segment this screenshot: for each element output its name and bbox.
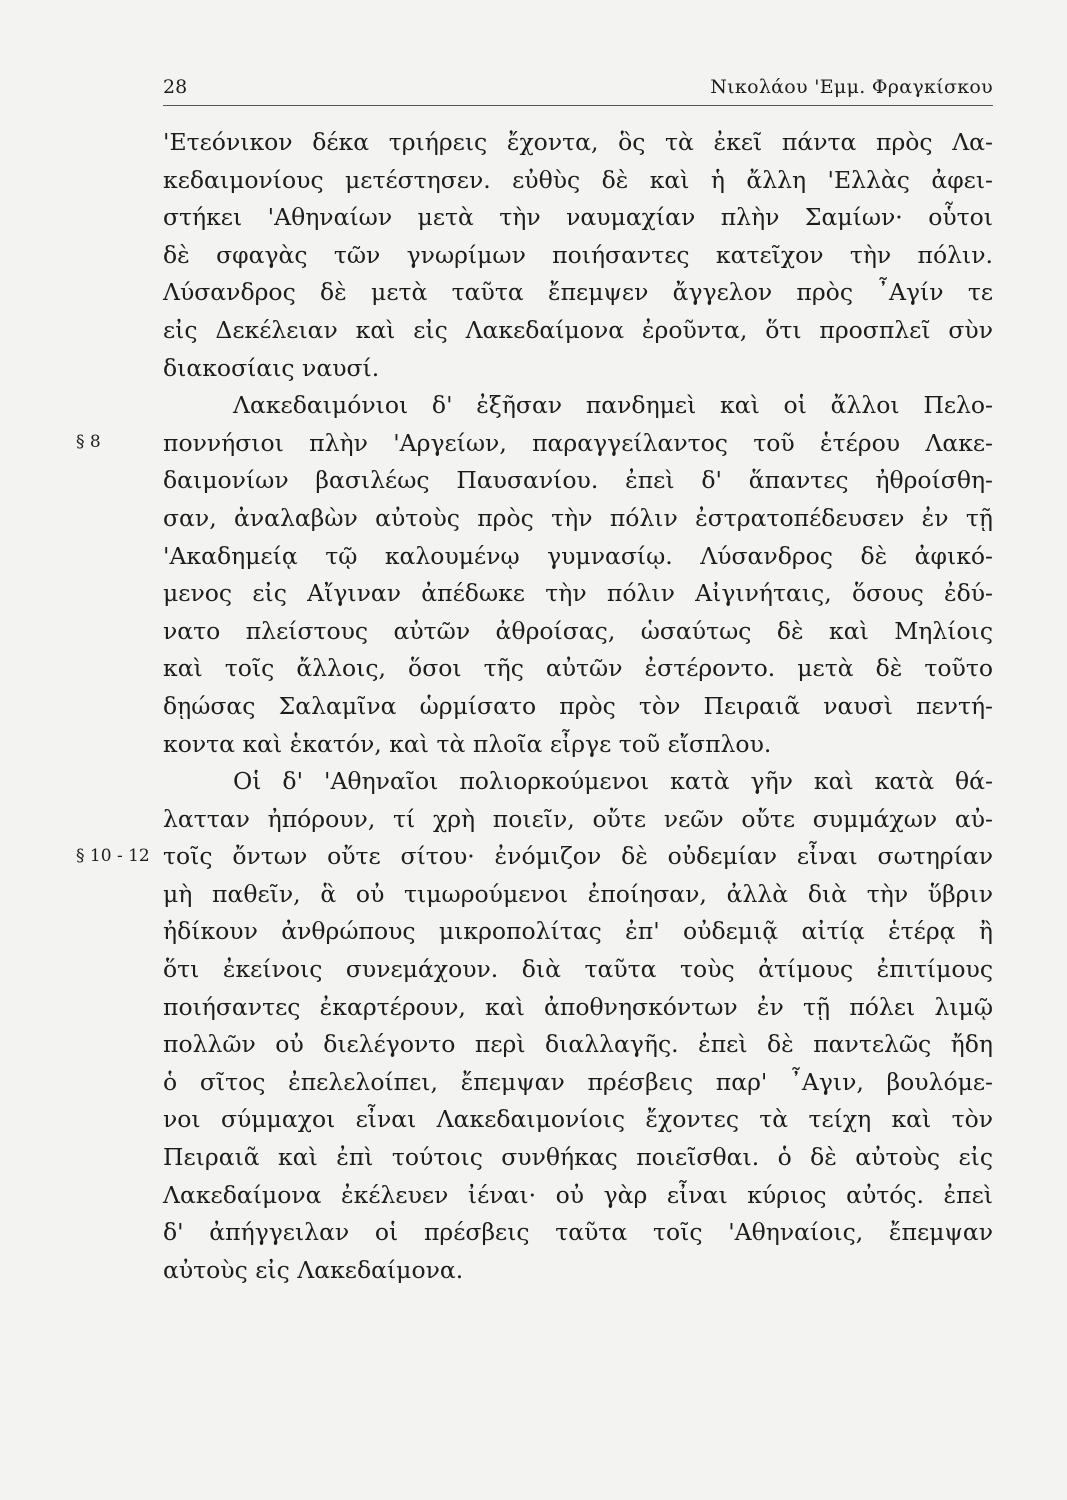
text-line: κεδαιμονίους μετέστησεν. εὐθὺς δὲ καὶ ἡ ἄλλη 'Ελλὰς ἀφει-	[163, 165, 993, 194]
text-line: κοντα καὶ ἑκατόν, καὶ τὰ πλοῖα εἶργε τοῦ εἴσπλου.	[163, 729, 772, 758]
text-line: διακοσίαις ναυσί.	[163, 353, 380, 382]
margin-note-section-8: § 8	[76, 432, 101, 452]
text-line: ἠδίκουν ἀνθρώπους μικροπολίτας ἐπ' οὐδεμιᾷ αἰτίᾳ ἑτέρᾳ ἢ	[163, 917, 993, 946]
text-line: δὲ σφαγὰς τῶν γνωρίμων ποιήσαντες κατεῖχον τὴν πόλιν.	[163, 240, 993, 269]
page-header	[163, 76, 993, 106]
text-line: Λακεδαιμόνιοι δ' ἐξῆσαν πανδημεὶ καὶ οἱ ἄλλοι Πελο-	[233, 391, 993, 420]
text-line: δῃώσας Σαλαμῖνα ὡρμίσατο πρὸς τὸν Πειραιᾶ ναυσὶ πεντή-	[163, 691, 993, 720]
running-head: Νικολάου 'Εμμ. Φραγκίσκου	[710, 76, 993, 98]
text-line: δαιμονίων βασιλέως Παυσανίου. ἐπεὶ δ' ἅπαντες ἠθροίσθη-	[163, 466, 993, 495]
text-line: ποιήσαντες ἐκαρτέρουν, καὶ ἀποθνησκόντων ἐν τῇ πόλει λιμῷ	[163, 992, 993, 1021]
text-line: Λακεδαίμονα ἐκέλευεν ἰέναι· οὐ γὰρ εἶναι κύριος αὐτός. ἐπεὶ	[163, 1180, 993, 1209]
text-line: ποννήσιοι πλὴν 'Αργείων, παραγγείλαντος τοῦ ἑτέρου Λακε-	[163, 428, 993, 457]
text-line: καὶ τοῖς ἄλλοις, ὅσοι τῆς αὐτῶν ἐστέροντο. μετὰ δὲ τοῦτο	[163, 654, 993, 683]
text-line: σαν, ἀναλαβὼν αὐτοὺς πρὸς τὴν πόλιν ἐστρατοπέδευσεν ἐν τῇ	[163, 503, 993, 532]
text-line: στήκει 'Αθηναίων μετὰ τὴν ναυμαχίαν πλὴν Σαμίων· οὗτοι	[163, 203, 993, 232]
text-line: Οἱ δ' 'Αθηναῖοι πολιορκούμενοι κατὰ γῆν καὶ κατὰ θά-	[233, 767, 993, 796]
paragraph-1	[163, 124, 993, 387]
text-line: δ' ἀπήγγειλαν οἱ πρέσβεις ταῦτα τοῖς 'Αθηναίοις, ἔπεμψαν	[163, 1218, 993, 1247]
text-line: 'Ακαδημείᾳ τῷ καλουμένῳ γυμνασίῳ. Λύσανδρος δὲ ἀφικό-	[163, 541, 993, 570]
text-line: λατταν ἠπόρουν, τί χρὴ ποιεῖν, οὔτε νεῶν οὔτε συμμάχων αὐ-	[163, 804, 993, 833]
text-line: 'Ετεόνικον δέκα τριήρεις ἔχοντα, ὃς τὰ ἐκεῖ πάντα πρὸς Λα-	[163, 128, 993, 156]
text-line: αὐτοὺς εἰς Λακεδαίμονα.	[163, 1255, 464, 1284]
body-text	[163, 124, 993, 1289]
paragraph-2	[163, 387, 993, 763]
text-line: μὴ παθεῖν, ἃ οὐ τιμωρούμενοι ἐποίησαν, ἀλλὰ διὰ τὴν ὕβριν	[163, 879, 993, 908]
header-rule	[163, 105, 993, 106]
page-number: 28	[163, 76, 188, 98]
text-line: πολλῶν οὐ διελέγοντο περὶ διαλλαγῆς. ἐπεὶ δὲ παντελῶς ἤδη	[163, 1030, 993, 1059]
paragraph-3	[163, 763, 993, 1289]
text-line: ὁ σῖτος ἐπελελοίπει, ἔπεμψαν πρέσβεις παρ' ῏Αγιν, βουλόμε-	[163, 1067, 993, 1096]
text-line: εἰς Δεκέλειαν καὶ εἰς Λακεδαίμονα ἐροῦντα, ὅτι προσπλεῖ σὺν	[163, 315, 993, 344]
margin-note-section-10-12: § 10 - 12	[76, 846, 150, 866]
text-line: Λύσανδρος δὲ μετὰ ταῦτα ἔπεμψεν ἄγγελον πρὸς ῏Αγίν τε	[163, 278, 993, 307]
text-line: Πειραιᾶ καὶ ἐπὶ τούτοις συνθήκας ποιεῖσθαι. ὁ δὲ αὐτοὺς εἰς	[163, 1143, 993, 1172]
text-line: τοῖς ὄντων οὔτε σίτου· ἐνόμιζον δὲ οὐδεμίαν εἶναι σωτηρίαν	[163, 842, 993, 871]
text-line: νοι σύμμαχοι εἶναι Λακεδαιμονίοις ἔχοντες τὰ τείχη καὶ τὸν	[163, 1105, 993, 1134]
text-line: ὅτι ἐκείνοις συνεμάχουν. διὰ ταῦτα τοὺς ἀτίμους ἐπιτίμους	[163, 955, 993, 984]
text-line: μενος εἰς Αἴγιναν ἀπέδωκε τὴν πόλιν Αἰγινήταις, ὅσους ἐδύ-	[163, 579, 993, 608]
text-line: νατο πλείστους αὐτῶν ἀθροίσας, ὡσαύτως δὲ καὶ Μηλίοις	[163, 616, 993, 645]
